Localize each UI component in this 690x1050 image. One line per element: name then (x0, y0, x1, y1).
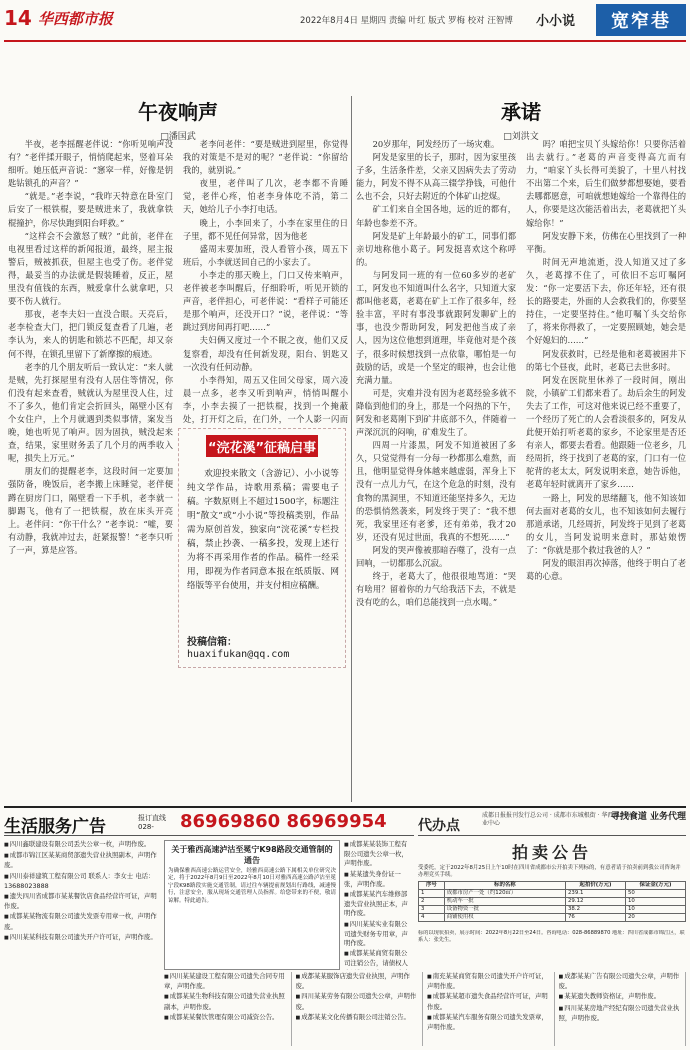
auction-column-header: 序号 (419, 882, 445, 890)
story-paragraph: 阿发的哭声像被那暗吞噬了，没有一点回响，一切都那么沉寂。 (356, 544, 516, 568)
classified-item: ■ 成都某某商贸有限公司注销公告，请债权人 (344, 949, 412, 970)
story-right-byline: □刘洪文 (503, 132, 539, 142)
ads-header (4, 810, 414, 836)
auction-cell: 10 (625, 898, 685, 906)
story-paragraph: 终于，老葛大了，他很很地骂道：“哭有啥用？留着你的力气给我活下去，不就是没有吃的么，咱们总能找到一点水喝。” (356, 571, 516, 608)
column-badge: 宽窄巷 (596, 4, 686, 36)
classified-item: ■ 成都某某装饰工程有限公司遗失公章一枚，声明作废。 (344, 840, 412, 869)
ads-phones: 86969860 86969954 (180, 811, 387, 832)
classifieds (4, 840, 160, 1046)
auction-notes: 标的以现状拍卖，展示时间：2022年8月22日至24日。咨询电话：028-86889870 地址：四川省成都市锦江区，联系人：张先生。 (418, 930, 685, 943)
ads-side-header (418, 810, 686, 836)
auction-cell: 机动车一批 (444, 898, 565, 906)
story-left-byline: □潘国武 (160, 132, 196, 142)
classified-item: ■ 成都某某餐饮管理有限公司减资公告。 (164, 1013, 289, 1023)
classifieds-col-d (296, 972, 424, 1046)
submission-notice-paragraph: 欢迎投来散文（含游记）、小小说等纯文学作品，诗歌用系稿；需要电子稿。字数原则上不超过1500字，标题注明“散文”或“小小说”等投稿类别，作品需为原创首发，独家向“浣花溪”专栏投稿，禁止抄袭、一稿多投，发现上述行为将不再采用作者的作品。稿件一经采用，即视为作者同意本报在纸质版、网络版等平台使用，并支付相应稿酬。 (187, 469, 339, 591)
masthead-left (4, 6, 113, 30)
auction-table-body (419, 890, 686, 922)
auction-cell: 1 (419, 890, 445, 898)
story-paragraph: 矿工们来自全国各地，远的近的都有，年龄也参差不齐。 (356, 204, 516, 228)
ads-phone-label: 报订直线 028- (138, 814, 166, 831)
classified-item: ■ 成都某某汽车服务有限公司遗失发票章，声明作废。 (427, 1013, 552, 1032)
story-right-col2 (526, 138, 686, 802)
classified-item: ■ 南充某某商贸有限公司遗失开户许可证，声明作废。 (427, 972, 552, 991)
story-paragraph: 可是，灾难并没有因为老葛经验多就不降临到他们的身上，那是一个闷热的下午，阿发和老葛刚下到矿井底部不久，伴随着一声深沉沉的闷响，矿难发生了。 (356, 387, 516, 438)
auction-table (418, 881, 686, 922)
auction-row (419, 906, 686, 914)
paper-name: 华西都市报 (37, 9, 113, 28)
auction-row (419, 898, 686, 906)
auction-cell: 239.1 (566, 890, 626, 898)
auction-cell: 29.12 (566, 898, 626, 906)
submission-notice-title: “浣花溪”征稿启事 (206, 435, 318, 457)
story-paragraph: 小李走的那天晚上，门口又传来响声，老伴被老李叫醒后，仔细聆听，听见开锁的声音，老伴担心，可老伴说：“看样子可能还是那个响声，还没开口？”说，老伴说：“等跳过到房间再打吧……” (183, 269, 348, 333)
traffic-notice-body: 为确保雅西高速公路运营安全，经雅西高速公路下属相关单位研究决定，将于2022年8月9日至2022年8月10日对雅西高速公路泸沽至冕宁段K98路段实施交通管制，请过往车辆提前规划出行路线，减速慢行，注意安全，服从现场交通管理人员指挥。给您带来的不便，敬请谅解。特此通告。 (168, 868, 336, 904)
story-paragraph: 盛周末要加班，没人看管小孩，周五下班后，小李就送回自己的小家去了。 (183, 243, 348, 267)
ads-title: 生活服务广告 (4, 817, 106, 837)
story-paragraph: 阿发的眼泪再次掉落，他终于明白了老葛的心意。 (526, 558, 686, 582)
story-right-body (356, 138, 686, 802)
auction-cell: 76 (566, 914, 626, 922)
classified-item: ■ 成都市锦江区某某商贸部遗失营业执照副本，声明作废。 (4, 851, 158, 870)
story-paragraph: 吗？咱把宝贝丫头嫁给你！只要你活着出去就行。”老葛的声音变得高亢而有力，“咱家丫头长得可美貌了，十里八村找不出第二个来，后生们做梦都想娶她，要看去哪都愿意，可咱就想她嫁给一个靠得住的人，你要是这次能活着出去，老葛就把丫头嫁给你！” (526, 139, 686, 228)
story-paragraph: 一路上，阿发的思绪翻飞，他不知该如何去面对老葛的女儿，也不知该如何去履行那道承诺，几经周折，阿发终于见到了老葛的女儿，当阿发说明来意时，那姑娘愣了：“你就是那个救过我爸的人？” (526, 492, 686, 555)
story-paragraph: 那夜，老李夫妇一直没合眼。天亮后，老李检查大门，把门锁反复查看了几遍，老李认为，来人的钥匙和锁芯不匹配，却又奈何不得，在锁孔里留下了新摩擦的痕迹。 (8, 309, 173, 359)
story-left-col1 (8, 138, 173, 802)
ads-side-lines: 成都日报报刊发行总公司 · 成都市东城根街 · 华西都市报报业中心 (482, 812, 638, 827)
story-paragraph: 阿发是矿上年龄最小的矿工，同事们都亲切地称他小葛子。阿发挺喜欢这个称呼的。 (356, 230, 516, 267)
classified-item: ■ 成都某某生物科技有限公司遗失营业执照副本，声明作废。 (164, 992, 289, 1011)
classified-item: ■ 成都某某超市遗失食品经营许可证，声明作废。 (427, 992, 552, 1011)
classified-item: ■ 成都某某汽车维修部遗失营业执照正本，声明作废。 (344, 890, 412, 919)
story-paragraph: 阿发安静下来，仿佛在心里找到了一种平衡。 (526, 230, 686, 254)
auction-cell: 设备物资一批 (444, 906, 565, 914)
auction-cell: 50 (625, 890, 685, 898)
auction-cell: 2 (419, 898, 445, 906)
story-paragraph: 阿发在医院里休养了一段时间，刚出院，小镇矿工们都来看了。劫后余生的阿发失去了工作，可这对他来说已经不重要了，一个经历了死亡的人会看淡很多的，阿发从此便开始打听老葛的家乡，不论家里是否还有亲人，都要去看看。他跟随一位老乡，几经周折，终于找到了老葛的家，门口有一位驼背的老太太，阿发说明来意，她告诉他，老葛年轻时就离开了家乡…… (526, 374, 686, 490)
story-paragraph: “就是。”老李说，“我昨天特意在卧室门后安了一根铁棍，要是贼进来了，我就拿铁棍撞护，你尽快跑到阳台呼救。” (8, 191, 173, 228)
story-paragraph: 半夜，老李摇醒老伴说：“你听见响声没有？”老伴揉开眼子，悄悄爬起来，竖着耳朵细听。她压低声音说：“窸窣一样，好像是钥匙钻锁孔的声音？” (8, 139, 173, 189)
masthead (0, 0, 690, 44)
submission-notice-body (187, 467, 339, 593)
story-paragraph: 时间无声地流逝，没人知道又过了多久，老葛撑不住了，可依旧不忘叮嘱阿发：“你一定要活下去，你还年轻，还有很长的路要走，外面的人会救我们的，你要坚持住，一定要坚持住。”他叮嘱丫头交给你了，将来你得救了，一定要照顾她，她会是个好媳妇的……” (526, 256, 686, 346)
story-left-title: 午夜响声 (138, 100, 218, 124)
auction-title: 拍卖公告 (511, 843, 592, 862)
classifieds-col-e (427, 972, 555, 1046)
auction-row (419, 890, 686, 898)
story-paragraph: 20岁那年，阿发经历了一场灾难。 (372, 139, 500, 149)
story-paragraph: 四周一片漆黑，阿发不知道被困了多久，只觉觉得有一分每一秒都那么难熬，而且，他明显觉得身体越来越虚弱，浑身上下没有一点儿力气，在这个危急的时刻，没有食物的黑洞里，不知道还能坚持多久，无边的恐惧悄然袭来，阿发终于哭了：“我不想死，我家里还有老爹，还有弟弟，我才20岁，还没有见过世面，我真的不想死……” (356, 440, 516, 542)
story-paragraph: 朋友们的提醒老李，这段时间一定要加强防备，晚饭后，老李搬上床睡觉，老伴便蹲在厨房门口，隔壁看一下手机，老李就一脚踢飞，他有了一把铁棍，放在床头开亮上。老伴问：“你干什么？”老李说：“嘘，要有动静，我就冲过去，赶紧报警！”老李只听了一声，算是应答。 (8, 466, 173, 555)
auction-cell: 4 (419, 914, 445, 922)
classified-item: ■ 四川某某实业有限公司遗失财务专用章，声明作废。 (344, 920, 412, 949)
submission-notice (178, 428, 346, 668)
classified-item: ■ 四川某某房地产经纪有限公司遗失营业执照，声明作废。 (559, 1004, 684, 1023)
classifieds-col-c (164, 972, 292, 1046)
auction-cell: 10 (625, 906, 685, 914)
issue-meta: 2022年8月4日 星期四 责编 叶红 版式 罗梅 校对 汪智博 (300, 16, 513, 26)
classifieds-col-b (344, 840, 414, 970)
classified-item: ■ 四川某某建设工程有限公司遗失合同专用章，声明作废。 (164, 972, 289, 991)
auction-cell: 商铺使用权 (444, 914, 565, 922)
traffic-notice (164, 840, 340, 970)
story-right-col1 (356, 138, 516, 802)
classified-item: ■ 成都某某文化传播有限公司注销公告。 (296, 1013, 421, 1023)
auction-column-header: 保证金(万元) (625, 882, 685, 890)
auction-notice (418, 840, 686, 928)
story-paragraph: 老李的几个朋友听后一致认定：“来人就是贼，先打探屋里有没有人居住等情况，你们没有起来查看，贼就认为屋里没人住，过不了多久，他们肯定会折回头，隔壁小区有个女住户，上个月就遇到类似事情，案发当晚，她也听见了响声。因为固执，贼没起来查，结果，家里财务丢了几个月的两季收入呢，损失上万元。” (8, 361, 173, 464)
submission-email-label: 投稿信箱： (187, 637, 237, 648)
story-paragraph: “这样会不会激怒了贼？”此前，老伴在电视里看过这样的新闻报道，最终，屋主报警后，贼被抓获，但屋主也受了伤。老伴觉得，最妥当的办法就是假装睡着，反正，屋里没有值钱的东西，贼爱拿什么就拿吧，只要不伤人就行。 (8, 230, 173, 307)
auction-row (419, 914, 686, 922)
story-paragraph: 阿发是家里的长子，那时，因为家里孩子多，生活条件差，父亲又因病失去了劳动能力，阿发不得不从高三辍学挣钱，可他什么也不会，只好去附近的个体矿山挖煤。 (356, 152, 516, 202)
ads-side-tag: 寻找食道 业务代理 (610, 812, 686, 822)
auction-cell: 20 (625, 914, 685, 922)
story-right-header (356, 96, 686, 142)
classified-item: ■ 四川泰祥建筑工程有限公司 联系人：李女士 电话：13688023888 (4, 872, 158, 891)
auction-intro: 受委托，定于2022年8月25日上午10时在四川省成都市公开拍卖下列标的，有意者请于拍卖前到我公司咨询并办理竞买手续。 (418, 865, 681, 878)
story-paragraph: 晚上，小李回来了，小李在家里住的日子里，都不见任何异常，因为他老 (183, 217, 348, 241)
story-paragraph: 阿发获救时，已经是他和老葛被困井下的第七个昼夜，此时，老葛已去世多时。 (526, 348, 686, 372)
ads-side-label: 代办点 (418, 818, 460, 834)
auction-cell: 成都市房产一处（约120㎡） (444, 890, 565, 898)
story-left-col2 (183, 138, 348, 424)
auction-table-header (419, 882, 686, 890)
classified-item: ■ 遗失四川省成都市某某餐饮店食品经营许可证，声明作废。 (4, 892, 158, 911)
classified-item: ■ 某某遗失教师资格证，声明作废。 (559, 992, 684, 1002)
auction-cell: 38.2 (566, 906, 626, 914)
auction-column-header: 标的名称 (444, 882, 565, 890)
masthead-rule (4, 40, 686, 42)
column-divider (351, 96, 352, 802)
story-paragraph: 小李得知，周五又住回父母家，周六凌晨一点多，老李又听到响声，悄悄叫醒小李，小李去摸了一把铁棍，找到一个掩蔽处，打开灯之后，在门外，一个人影一闪而 (183, 374, 348, 424)
story-left-header (8, 96, 348, 142)
story-paragraph: 夜里，老伴叫了几次，老李都不肯睡觉，老伴心疼，怕老李身体吃不消，第二天，她给儿子小李打电话。 (183, 178, 348, 215)
traffic-notice-title: 关于雅西高速泸沽至冕宁K98路段交通管制的通告 (171, 845, 333, 865)
classified-item: ■ 成都某某服饰店遗失营业执照，声明作废。 (296, 972, 421, 991)
classified-item: ■ 四川某某劳务有限公司遗失公章，声明作废。 (296, 992, 421, 1011)
story-paragraph: 与阿发同一班的有一位60多岁的老矿工，阿发也不知道叫什么名字，只知道大家都叫他老葛，老葛在矿上工作了很多年，经验丰富，平时有事没事就跟阿发聊矿上的事，也没少帮助阿发，阿发把他当成了亲人，因为这位他想到道理，毕竟他对是个孩子，很多时候想找到一点依靠，哪怕是一句鼓励的话，或是一个坚定的眼神，也会让他充满力量。 (356, 269, 516, 385)
auction-column-header: 起拍价(万元) (566, 882, 626, 890)
story-paragraph: 老李问老伴：“要是贼进到屋里，你觉得我的对策是不是对的呢？”老伴说：“你留给我的，就别说。” (183, 139, 348, 176)
classified-item: ■ 某某遗失身份证一张，声明作废。 (344, 870, 412, 889)
story-right-title: 承诺 (501, 100, 541, 124)
classified-item: ■ 成都某某物流有限公司遗失发票专用章一枚，声明作废。 (4, 912, 158, 931)
classifieds-col-a (4, 840, 160, 1046)
story-paragraph: 夫妇俩又度过一个不眠之夜，他们又反复察看，却没有任何新发现，阳台、钥匙又一次没有任何动静。 (183, 335, 348, 372)
page-number: 14 (4, 6, 32, 30)
classifieds-col-f (559, 972, 687, 1046)
classified-item: ■ 成都某某广告有限公司遗失公章，声明作废。 (559, 972, 684, 991)
auction-cell: 3 (419, 906, 445, 914)
section-name: 小小说 (536, 14, 576, 29)
classifieds-mid (344, 840, 414, 970)
submission-email[interactable]: huaxifukan@qq.com (187, 649, 290, 660)
classifieds-bottom (164, 972, 686, 1046)
classified-item: ■ 四川某某科技有限公司遗失开户许可证，声明作废。 (4, 933, 158, 943)
classified-item: ■ 四川鑫联建设有限公司丢失公章一枚，声明作废。 (4, 840, 158, 850)
ads-rule (4, 806, 686, 808)
